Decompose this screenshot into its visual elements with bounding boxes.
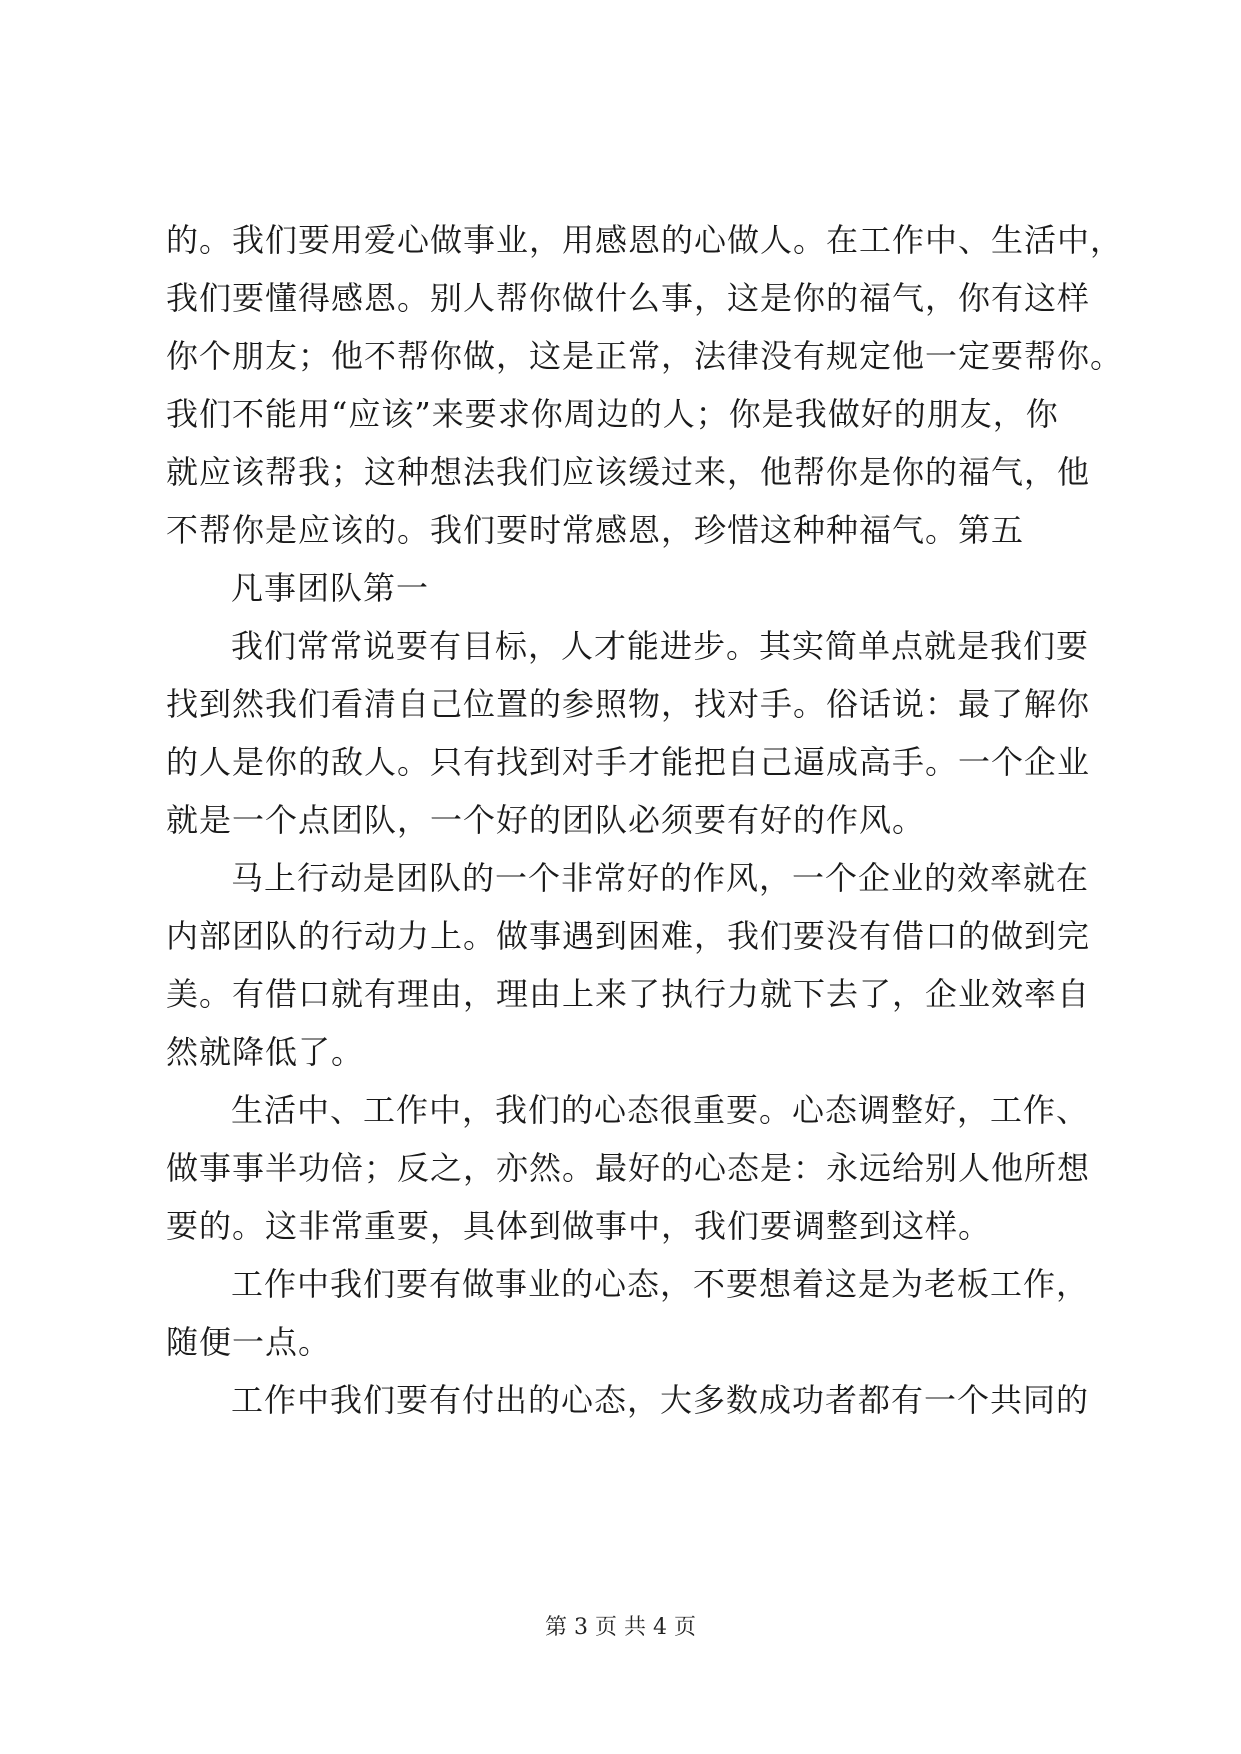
section-heading: 凡事团队第一 [231,569,430,607]
body-text-line: 的人是你的敌人。只有找到对手才能把自己逼成高手。一个企业 [166,743,1091,781]
body-text-line: 就是一个点团队，一个好的团队必须要有好的作风。 [166,801,926,839]
body-text-line: 我们不能用“应该”来要求你周边的人；你是我做好的朋友，你 [166,395,1059,433]
body-text-line: 的。我们要用爱心做事业，用感恩的心做人。在工作中、生活中， [166,221,1124,259]
body-text-line: 生活中、工作中，我们的心态很重要。心态调整好，工作、 [231,1091,1090,1129]
body-text-line: 马上行动是团队的一个非常好的作风，一个企业的效率就在 [231,859,1090,897]
body-text-line: 工作中我们要有付出的心态，大多数成功者都有一个共同的 [231,1381,1090,1419]
body-text-line: 随便一点。 [166,1323,332,1361]
body-text-line: 要的。这非常重要，具体到做事中，我们要调整到这样。 [166,1207,992,1245]
body-text-line: 你个朋友；他不帮你做，这是正常，法律没有规定他一定要帮你。 [166,337,1124,375]
body-text-line: 就应该帮我；这种想法我们应该缓过来，他帮你是你的福气，他 [166,453,1091,491]
body-text-line: 美。有借口就有理由，理由上来了执行力就下去了，企业效率自 [166,975,1091,1013]
body-text-line: 内部团队的行动力上。做事遇到困难，我们要没有借口的做到完 [166,917,1091,955]
body-text-line: 然就降低了。 [166,1033,365,1071]
page-number-footer: 第 3 页 共 4 页 [545,1615,696,1640]
body-text-line: 我们要懂得感恩。别人帮你做什么事，这是你的福气，你有这样 [166,279,1091,317]
body-text-line: 做事事半功倍；反之，亦然。最好的心态是：永远给别人他所想 [166,1149,1091,1187]
body-text-line: 找到然我们看清自己位置的参照物，找对手。俗话说：最了解你 [166,685,1091,723]
body-text-line: 我们常常说要有目标，人才能进步。其实简单点就是我们要 [231,627,1090,665]
body-text-line: 不帮你是应该的。我们要时常感恩，珍惜这种种福气。第五 [166,511,1025,549]
body-text-line: 工作中我们要有做事业的心态，不要想着这是为老板工作， [231,1265,1090,1303]
